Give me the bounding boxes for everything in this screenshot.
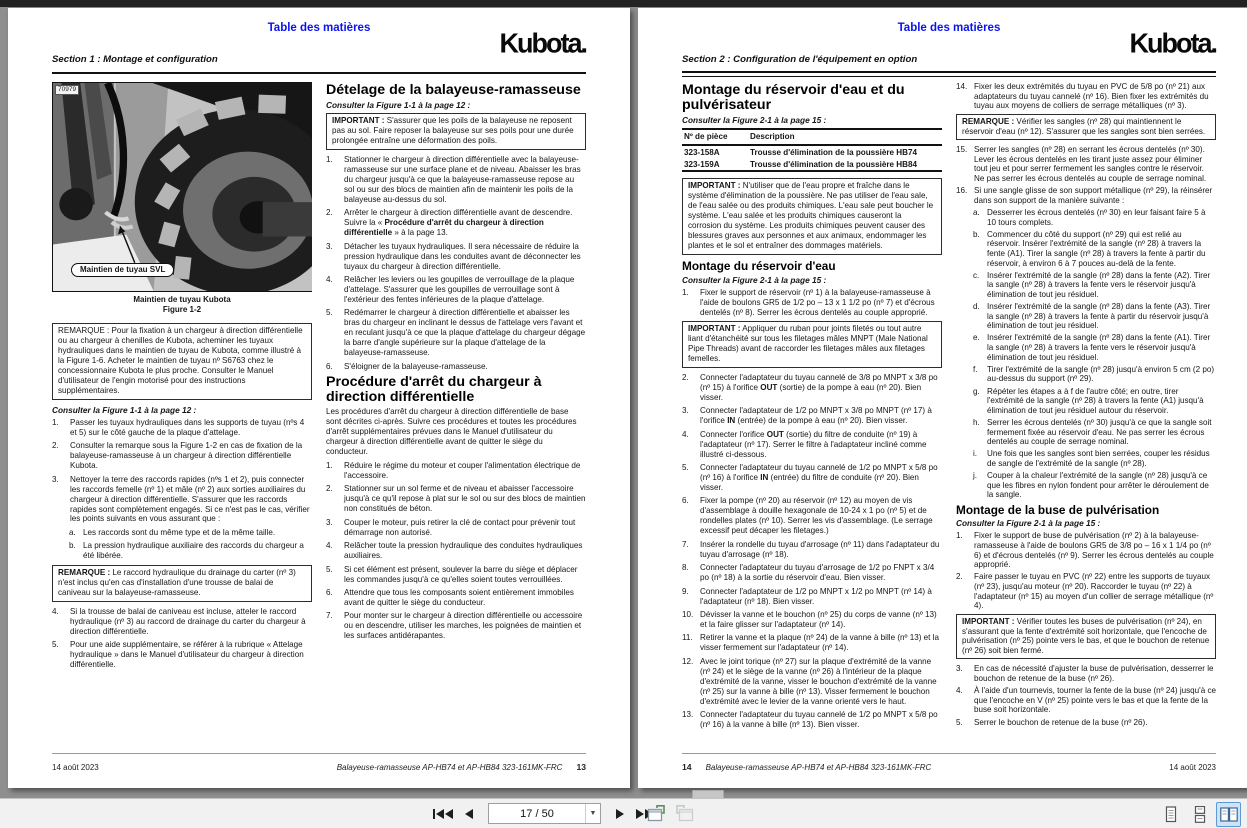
- heading: Procédure d'arrêt du chargeur à direction différentielle: [326, 374, 542, 406]
- list-item-number: d.: [973, 302, 980, 311]
- list-item: [52, 475, 312, 525]
- list-item-text: Dévisser la vanne et le bouchon (nº 25) du corps de vanne (nº 13) et la faire glisser sur l'adaptateur (nº 14).: [700, 609, 937, 629]
- list-item-number: 2.: [52, 441, 59, 451]
- page-navigation-group: [432, 799, 657, 828]
- list-item: [682, 657, 942, 707]
- next-view-icon: [675, 805, 694, 822]
- page-header: [682, 18, 1216, 70]
- continuous-view-icon: [1192, 806, 1208, 823]
- list-item-number: 2.: [326, 484, 333, 494]
- list-item: [682, 610, 942, 630]
- previous-page-button[interactable]: [458, 803, 480, 825]
- list-item-text: La pression hydraulique auxiliaire des raccords du chargeur a été libérée.: [83, 541, 304, 561]
- list-item-text: Couper à la chaleur l'extrémité de la sangle (nº 28) jusqu'à ce que les fibres en nylon fondent pour arrêter le déroulement de la sangle.: [987, 471, 1209, 500]
- subheading: Montage du réservoir d'eau: [682, 258, 836, 273]
- list-item: [682, 563, 942, 583]
- first-page-icon: [436, 809, 444, 819]
- table-cell: Trousse d'élimination de la poussière HB84: [750, 159, 917, 169]
- list-item: [682, 463, 942, 493]
- list-item-number: 6.: [326, 361, 333, 371]
- list-item: [682, 540, 942, 560]
- list-item-number: 2.: [326, 208, 333, 218]
- page-footer: [682, 753, 1216, 772]
- list-item-text: Tirer l'extrémité de la sangle (nº 28) jusqu'à environ 5 cm (2 po) au-dessus du support (nº 29).: [987, 364, 1215, 384]
- list-item-number: 4.: [52, 606, 59, 616]
- list-item-number: g.: [973, 386, 980, 396]
- figure-reference: Consulter la Figure 2-1 à la page 15 :: [682, 115, 827, 126]
- header-rule: [682, 71, 1216, 77]
- list-item-text: En cas de nécessité d'ajuster la buse de pulvérisation, desserrer le bouchon de retenue de la buse (nº 26).: [974, 664, 1214, 684]
- list-item: [326, 518, 586, 538]
- list-item-number: 8.: [682, 563, 689, 573]
- list-item-number: 3.: [326, 517, 333, 527]
- list-item: [682, 710, 942, 730]
- list-item-number: a.: [973, 207, 980, 217]
- list-item: [973, 449, 1216, 468]
- list-item-text: Passer les tuyaux hydrauliques dans les supports de tuyau (nºs 4 et 5) sur le côté gauche de la plaque d'attelage.: [70, 417, 305, 437]
- figure-caption-title: Maintien de tuyau Kubota: [133, 295, 231, 304]
- list-item-number: 5.: [326, 564, 333, 574]
- list-item-number: 5.: [52, 639, 59, 649]
- single-page-view-button[interactable]: [1158, 802, 1183, 827]
- list-item: [973, 365, 1216, 384]
- list-item-number: 5.: [682, 463, 689, 473]
- list-item: [956, 531, 1216, 570]
- list-item: [956, 145, 1216, 184]
- list-item-number: 6.: [682, 496, 689, 506]
- list-item-text: Arrêter le chargeur à direction différentielle avant de descendre. Suivre la « Procédure d'arrêt du chargeur à direction différentielle » à la page 13.: [344, 208, 573, 238]
- track-loader-photo: [53, 83, 312, 291]
- list-item: [973, 471, 1216, 500]
- column-blocks: [52, 323, 312, 670]
- footer-date: 14 août 2023: [1169, 763, 1216, 772]
- note-box: IMPORTANT : Appliquer du ruban pour joints filetés ou tout autre liant d'étanchéité sur tous les filetages mâles MNPT (Male National Pipe Threads) avant de raccorder les filetages mâles aux filetages femelles.: [682, 321, 942, 368]
- list-item-number: 11.: [682, 633, 693, 643]
- list-item: [682, 373, 942, 403]
- list-item-number: 4.: [326, 275, 333, 285]
- figure-caption: [52, 295, 312, 315]
- list-item: [69, 541, 312, 561]
- list-item: [973, 418, 1216, 447]
- list-item-text: Pour une aide supplémentaire, se référer à la rubrique « Attelage hydraulique » dans le Manuel d'utilisateur du chargeur à direction différentielle.: [70, 639, 304, 669]
- subheading: Montage de la buse de pulvérisation: [956, 502, 1160, 517]
- previous-page-icon: [465, 809, 473, 819]
- figure-reference: Consulter la Figure 2-1 à la page 15 :: [956, 517, 1101, 528]
- first-page-icon: [433, 809, 435, 819]
- next-page-button[interactable]: [609, 803, 631, 825]
- table-cell: 323-159A: [684, 159, 720, 169]
- list-item-text: Connecter l'adaptateur du tuyau cannelé de 1/2 po MNPT x 5/8 po (nº 16) à la vanne à bille (nº 13). Bien visser.: [700, 710, 938, 729]
- heading: Montage du réservoir d'eau et du pulvérisateur: [682, 82, 905, 114]
- list-item: [956, 186, 1216, 205]
- section-title: Section 2 : Configuration de l'équipement en option: [682, 54, 918, 65]
- next-view-button[interactable]: [673, 802, 695, 824]
- list-item-number: 4.: [682, 429, 689, 439]
- list-item: [973, 387, 1216, 416]
- page-columns: [682, 82, 1216, 742]
- list-item-number: 1.: [682, 287, 689, 297]
- list-item: [682, 430, 942, 460]
- list-item: [973, 302, 1216, 331]
- list-item-number: 2.: [682, 372, 689, 382]
- list-item: [973, 230, 1216, 269]
- page-dropdown-arrow-icon[interactable]: ▼: [585, 804, 600, 823]
- single-page-view-icon: [1163, 806, 1179, 823]
- list-item: [326, 155, 586, 205]
- page-number-combo: [488, 803, 601, 824]
- list-item-text: Répéter les étapes a à f de l'autre côté; en outre, tirer l'extrémité de la sangle (nº 28) à travers la fente (A1) jusqu'à élimination de tout jeu résiduel autour du réservoir.: [987, 386, 1204, 415]
- list-item: [326, 611, 586, 641]
- list-item-text: Redémarrer le chargeur à direction différentielle et abaisser les bras du chargeur en inclinant le dessus de l'attelage vers l'avant et en reculant jusqu'à ce que la plaque d'attelage du chargeur dégage la barre d'angle supérieure sur la plaque d'attelage de la balayeuse-ramasseuse.: [344, 308, 586, 358]
- list-item-text: Stationner sur un sol ferme et de niveau et abaisser l'accessoire jusqu'à ce qu'il repose à plat sur le sol ou sur des blocs de maintien non constitués de béton.: [344, 484, 586, 514]
- list-item-text: Fixer le support de réservoir (nº 1) à la balayeuse-ramasseuse à l'aide de boulons GR5 de 1/2 po – 13 x 1 1/2 po (nº 7) et d'écrous dentelés (nº 8). Serrer les écrous dentelés au couple approprié.: [700, 287, 935, 317]
- footer-doc-title: Balayeuse-ramasseuse AP-HB74 et AP-HB84 323-161MK-FRC: [336, 763, 563, 772]
- list-item: [682, 496, 942, 536]
- view-history-group: [645, 802, 695, 824]
- list-item-text: Insérer l'extrémité de la sangle (nº 28) dans la fente (A3). Tirer la sangle (nº 28) à travers la fente à partir du réservoir jusqu'à élimination de tout jeu résiduel.: [987, 302, 1211, 331]
- list-item-number: 13.: [682, 710, 694, 720]
- list-item-text: Connecter l'orifice OUT (sortie) du filtre de conduite (nº 19) à l'adaptateur (nº 17). Serrer le filtre à l'adaptateur incliné comme illustré ci-dessous.: [700, 429, 927, 459]
- footer-row: [682, 762, 1216, 772]
- list-item-number: f.: [973, 364, 978, 374]
- list-item-number: b.: [973, 229, 980, 239]
- previous-view-icon: [647, 805, 666, 822]
- footer-page-number: 14: [682, 762, 692, 772]
- list-item-number: 10.: [682, 609, 694, 619]
- list-item-text: À l'aide d'un tournevis, tourner la fente de la buse (nº 24) jusqu'à ce que l'encoche en V (nº 25) pointe vers le bas et que la fente de la buse soit horizontale.: [974, 686, 1216, 715]
- list-item-text: Consulter la remarque sous la Figure 1-2 en cas de fixation de la balayeuse-ramasseuse à un chargeur à direction différentielle Kubota.: [70, 441, 303, 471]
- list-item-text: Attendre que tous les composants soient entièrement immobiles avant de quitter le siège du conducteur.: [344, 588, 574, 607]
- list-item: [682, 587, 942, 607]
- list-item: [956, 664, 1216, 683]
- first-page-button[interactable]: [432, 803, 454, 825]
- figure-reference: Consulter la Figure 1-1 à la page 12 :: [52, 404, 197, 415]
- list-item-text: Couper le moteur, puis retirer la clé de contact pour prévenir tout démarrage non autorisé.: [344, 517, 576, 537]
- list-item: [326, 484, 586, 514]
- list-item-text: Si cet élément est présent, soulever la barre du siège et déplacer les commandes jusqu'à ce qu'elles soient toutes verrouillées.: [344, 564, 578, 584]
- list-item-text: Une fois que les sangles sont bien serrées, couper les résidus de sangle de l'extrémité de la sangle (nº 28).: [987, 449, 1210, 468]
- list-item: [682, 288, 942, 318]
- list-item-text: Relâcher les leviers ou les goupilles de verrouillage de la plaque d'attelage. S'assurer que les goupilles de verrouillage sont à l'extérieur des fentes inférieures de la plaque d'attelage.: [344, 275, 575, 304]
- footer-rule: [682, 753, 1216, 754]
- list-item: [52, 607, 312, 637]
- list-item: [682, 633, 942, 653]
- list-item: [956, 686, 1216, 715]
- table-header: Nº de pièce: [682, 129, 748, 145]
- kubota-logo: Kubota.: [499, 27, 586, 59]
- list-item-number: 14.: [956, 82, 968, 91]
- table-row: [682, 145, 942, 158]
- header-rule: [52, 72, 586, 74]
- list-item: [326, 565, 586, 585]
- viewer-toolbar: [0, 798, 1247, 828]
- list-item-text: Pour monter sur le chargeur à direction différentielle ou accessoire ou en descendre, utiliser les marches, les poignées de maintien et les surfaces antidérapantes.: [344, 611, 583, 641]
- section-title: Section 1 : Montage et configuration: [52, 54, 218, 65]
- paragraph: Les procédures d'arrêt du chargeur à direction différentielle de base sont décrites ci-après. Suivre ces procédures et toutes les procédures d'arrêt supplémentaires prévues dans le Manuel d'utilisateur du chargeur à direction différentielle avant de quitter le siège du conducteur.: [326, 407, 577, 457]
- column-right: [326, 82, 586, 742]
- table-row: [682, 158, 942, 171]
- list-item-text: Commencer du côté du support (nº 29) qui est relié au réservoir. Insérer l'extrémité de la sangle (nº 28) à travers la fente (A1). Tirer la sangle (nº 28) à travers la fente à partir du réservoir, à environ 6 à 7 pouces au-delà de la fente.: [987, 229, 1206, 268]
- list-item-text: Insérer la rondelle du tuyau d'arrosage (nº 11) dans l'adaptateur du tuyau d'arrosage (nº 18).: [700, 539, 940, 559]
- list-item-text: S'éloigner de la balayeuse-ramasseuse.: [344, 361, 488, 371]
- note-box: IMPORTANT : Vérifier toutes les buses de pulvérisation (nº 24), en s'assurant que la fente d'extrémité soit horizontale, que l'encoche de pulvérisation (nº 25) pointe vers le bas, et que le bouchon de retenue (nº 26) soit bien fermé.: [956, 614, 1216, 660]
- list-item-text: Insérer l'extrémité de la sangle (nº 28) dans la fente (A1). Tirer la sangle (nº 28) à travers la fente vers le réservoir jusqu'à élimination de tout jeu résiduel.: [987, 333, 1211, 362]
- first-page-icon: [445, 809, 453, 819]
- column-left: [52, 82, 312, 742]
- list-item: [682, 406, 942, 426]
- list-item: [956, 82, 1216, 111]
- table-cell: Trousse d'élimination de la poussière HB74: [750, 147, 917, 157]
- previous-view-button[interactable]: [645, 802, 667, 824]
- list-item-text: Serrer les écrous dentelés (nº 30) jusqu'à ce que la sangle soit fermement fixée au réservoir d'eau. Ne pas serrer les écrous dentelés au couple de serrage nominal.: [987, 417, 1212, 447]
- page-header: [52, 18, 586, 70]
- list-item: [326, 461, 586, 481]
- list-item-text: Connecter l'adaptateur du tuyau cannelé de 3/8 po MNPT x 3/8 po (nº 15) à l'orifice OUT (sortie) de la pompe à eau (nº 20). Bien visser.: [700, 372, 938, 402]
- note-box: IMPORTANT : S'assurer que les poils de la balayeuse ne reposent pas au sol. Faire reposer la balayeuse sur ses poils pour une durée prolongée entraîne une déformation des poils.: [326, 113, 586, 150]
- list-item-number: 5.: [956, 717, 963, 727]
- list-item-number: 1.: [326, 461, 333, 471]
- list-item-text: Si la trousse de balai de caniveau est incluse, atteler le raccord hydraulique (nº 3) au raccord de drainage du carter du chargeur à direction différentielle.: [70, 606, 306, 636]
- list-item-text: Faire passer le tuyau en PVC (nº 22) entre les supports de tuyaux (nº 23), jusqu'au moteur (nº 20). Raccorder le tuyau (nº 22) à l'adaptateur (nº 15) au moyen d'un collier de serrage métallique (nº 4).: [974, 572, 1214, 611]
- kubota-logo: Kubota.: [1129, 27, 1216, 59]
- list-item-number: 4.: [326, 541, 333, 551]
- footer-rule: [52, 753, 586, 754]
- note-box: REMARQUE : Le raccord hydraulique du drainage du carter (nº 3) n'est inclus qu'en cas d'installation d'une trousse de balai de caniveau sur la balayeuse-ramasseuse.: [52, 565, 312, 602]
- list-item: [956, 572, 1216, 611]
- figure-callout: Maintien de tuyau SVL: [71, 263, 174, 277]
- note-box: REMARQUE : Pour la fixation à un chargeur à direction différentielle ou au chargeur à chenilles de Kubota, acheminer les tuyaux hydrauliques dans le maintien de tuyau de Kubota, comme illustré à la Figure 1-6. Acheter le maintien de tuyau nº S6763 chez le concessionnaire Kubota le plus proche. Consulter le Manuel d'utilisateur de l'engin motorisé pour des instructions supplémentaires.: [52, 323, 312, 400]
- list-item-text: Fixer le support de buse de pulvérisation (nº 2) à la balayeuse-ramasseuse à l'aide de boulons GR5 de 3/8 po – 16 x 1 1/4 po (nº 6) et d'écrous dentelés (nº 9). Serrer les écrous dentelés au couple approprié.: [974, 531, 1214, 570]
- footer-doc-title: Balayeuse-ramasseuse AP-HB74 et AP-HB84 323-161MK-FRC: [705, 763, 932, 772]
- list-item-number: 3.: [682, 406, 689, 416]
- figure-photo: [52, 82, 312, 292]
- next-page-icon: [616, 809, 624, 819]
- parts-table: [682, 128, 942, 172]
- list-item: [52, 640, 312, 670]
- list-item-number: 5.: [326, 308, 333, 318]
- list-item-number: 4.: [956, 686, 963, 696]
- column-right: [956, 82, 1216, 742]
- list-item-number: h.: [973, 417, 980, 427]
- page-columns: [52, 82, 586, 742]
- list-item: [326, 275, 586, 305]
- list-item-number: c.: [973, 270, 980, 280]
- list-item-text: Retirer la vanne et la plaque (nº 24) de la vanne à bille (nº 13) et la visser fermement sur l'adaptateur (nº 14).: [700, 633, 939, 653]
- list-item-number: 3.: [956, 664, 963, 674]
- list-item-text: Connecter l'adaptateur de 1/2 po MNPT x 3/8 po MNPT (nº 17) à l'orifice IN (entrée) de la pompe à eau (nº 20). Bien visser.: [700, 406, 932, 426]
- list-item-number: 1.: [52, 417, 59, 427]
- list-item-text: Avec le joint torique (nº 27) sur la plaque d'extrémité de la vanne (nº 24) et le siège de la vanne (nº 26) à l'intérieur de la plaque d'extrémité de la vanne, visser le bouchon d'extrémité de la vanne (nº 25) sur la vanne à bille (nº 13). Visser fermement le bouchon d'extrémité avec le levier de la vanne orienté vers le haut.: [700, 656, 937, 706]
- list-item-text: Si une sangle glisse de son support métallique (nº 29), la réinsérer dans son support de la manière suivante :: [974, 186, 1213, 205]
- document-page-14: [638, 8, 1247, 788]
- list-item-text: Serrer le bouchon de retenue de la buse (nº 26).: [974, 717, 1148, 727]
- list-item-number: a.: [69, 527, 76, 537]
- list-item: [326, 362, 586, 372]
- list-item-number: i.: [973, 449, 978, 459]
- toc-link[interactable]: Table des matières: [267, 22, 371, 34]
- list-item: [973, 271, 1216, 300]
- list-item: [326, 588, 586, 608]
- list-item: [326, 208, 586, 238]
- list-item-text: Desserrer les écrous dentelés (nº 30) en leur faisant faire 5 à 10 tours complets.: [987, 207, 1206, 227]
- list-item: [973, 333, 1216, 362]
- column-left: [682, 82, 942, 742]
- list-item-text: Relâcher toute la pression hydraulique des conduites hydrauliques auxiliaires.: [344, 541, 583, 561]
- note-box: REMARQUE : Vérifier les sangles (nº 28) qui maintiennent le réservoir d'eau (nº 12). S'assurer que les sangles sont bien serrées.: [956, 114, 1216, 140]
- table-cell: 323-158A: [684, 147, 720, 157]
- list-item-number: 12.: [682, 656, 694, 666]
- list-item: [326, 242, 586, 272]
- list-item: [326, 541, 586, 561]
- list-item-number: b.: [69, 541, 76, 551]
- list-item-text: Stationner le chargeur à direction différentielle avec la balayeuse-ramasseuse sur une surface plane et de niveau. Abaisser les bras du chargeur jusqu'à ce que la balayeuse-ramasseuse repose au sol ou sur des blocs de maintien afin de maintenir les poils de la balayeuse au-dessus du sol.: [344, 155, 581, 204]
- facing-pages-view-icon: [1220, 806, 1238, 823]
- list-item-text: Réduire le régime du moteur et couper l'alimentation électrique de l'accessoire.: [344, 461, 581, 480]
- continuous-view-button[interactable]: [1187, 802, 1212, 827]
- list-item-text: Insérer l'extrémité de la sangle (nº 28) dans la fente (A2). Tirer la sangle (nº 28) à travers la fente vers le réservoir jusqu'à élimination de tout jeu résiduel.: [987, 270, 1211, 299]
- list-item-number: 15.: [956, 145, 968, 155]
- list-item-text: Fixer la pompe (nº 20) au réservoir (nº 12) au moyen de vis d'assemblage à douille hexagonale de 10-24 x 1 po (nº 5) et de rondelles plates (nº 10). Serrer les vis d'assemblage. (Le serrage excessif peut décaper les filetages.): [700, 496, 933, 536]
- list-item-number: 3.: [326, 241, 333, 251]
- window-top-edge: [0, 0, 1247, 7]
- list-item-number: 1.: [326, 155, 333, 165]
- list-item-text: Connecter l'adaptateur du tuyau cannelé de 1/2 po MNPT x 5/8 po (nº 16) à l'orifice IN (entrée) du filtre de conduite (nº 20). Bien visser.: [700, 463, 938, 492]
- figure-1-2: [52, 82, 312, 315]
- list-item-text: Nettoyer la terre des raccords rapides (nºs 1 et 2), puis connecter les raccords femelle (nº 1) et mâle (nº 2) aux sorties auxiliaires du chargeur à direction différentielle. S'assurer que les raccords rapides sont complètement engagés. Si ce n'est pas le cas, vérifier les points suivants en vous assurant que :: [70, 474, 310, 524]
- list-item: [973, 208, 1216, 227]
- list-item: [52, 441, 312, 471]
- list-item: [52, 418, 312, 438]
- list-item-text: Fixer les deux extrémités du tuyau en PVC de 5/8 po (nº 21) aux adaptateurs du tuyau cannelé (nº 16). Bien fixer les extrémités du tuyau aux moyens de colliers de serrage métalliques (nº 3).: [974, 82, 1209, 111]
- list-item: [326, 308, 586, 358]
- list-item-number: 7.: [682, 539, 689, 549]
- footer-date: 14 août 2023: [52, 763, 99, 772]
- page-display-mode-group: [1158, 802, 1241, 827]
- document-page-13: [8, 8, 630, 788]
- list-item-text: Serrer les sangles (nº 28) en serrant les écrous dentelés (nº 30). Lever les écrous dentelés en les tirant juste assez pour éliminer tout jeu et pour serrer fermement les sangles contre le réservoir. Ne pas serrer les écrous dentelés au couple de serrage nominal.: [974, 145, 1207, 183]
- list-item-number: 3.: [52, 474, 59, 484]
- list-item: [956, 718, 1216, 728]
- list-item-number: 1.: [956, 531, 963, 541]
- footer-page-number: 13: [576, 762, 586, 772]
- list-item-number: 6.: [326, 588, 333, 598]
- list-item-number: 9.: [682, 586, 689, 596]
- list-item-text: Les raccords sont du même type et de la même taille.: [83, 527, 276, 537]
- list-item: [69, 528, 312, 538]
- photo-id-tag: 70979: [55, 85, 79, 95]
- note-box: IMPORTANT : N'utiliser que de l'eau propre et fraîche dans le système d'élimination de la poussière. Ne pas utiliser de l'eau sale, de l'eau salée ou des produits chimiques. L'eau sale peut boucher le système. L'eau salée et les produits chimiques causeront la corrosion du système. Les produits chimiques peuvent causer des blessures graves aux personnes et aux animaux, endommager les plantes et le sol et entraîner des dommages matériels.: [682, 178, 942, 255]
- list-item-number: 2.: [956, 572, 963, 582]
- page-number-input[interactable]: [489, 804, 585, 823]
- list-item-text: Connecter l'adaptateur du tuyau d'arrosage de 1/2 po FNPT x 3/4 po (nº 18) à la sortie du réservoir d'eau. Bien visser.: [700, 563, 935, 583]
- list-item-number: 7.: [326, 611, 333, 621]
- list-item-number: j.: [973, 471, 978, 480]
- last-page-icon: [636, 809, 644, 819]
- toc-link[interactable]: Table des matières: [897, 22, 1001, 34]
- footer-row: [52, 762, 586, 772]
- facing-pages-view-button[interactable]: [1216, 802, 1241, 827]
- figure-caption-number: Figure 1-2: [162, 305, 202, 314]
- list-item-number: 16.: [956, 186, 968, 196]
- heading: Dételage de la balayeuse-ramasseuse: [326, 82, 581, 98]
- list-item-text: Connecter l'adaptateur de 1/2 po MNPT x 1/2 po MNPT (nº 14) à l'adaptateur (nº 18). Bien visser.: [700, 586, 932, 606]
- figure-reference: Consulter la Figure 2-1 à la page 15 :: [682, 274, 827, 285]
- figure-reference: Consulter la Figure 1-1 à la page 12 :: [326, 100, 471, 111]
- table-header: Description: [748, 129, 942, 145]
- list-item-number: e.: [973, 333, 980, 343]
- list-item-text: Détacher les tuyaux hydrauliques. Il sera nécessaire de réduire la pression hydraulique dans les conduites avant de déconnecter les tuyaux du chargeur à direction différentielle.: [344, 241, 581, 271]
- page-footer: [52, 753, 586, 772]
